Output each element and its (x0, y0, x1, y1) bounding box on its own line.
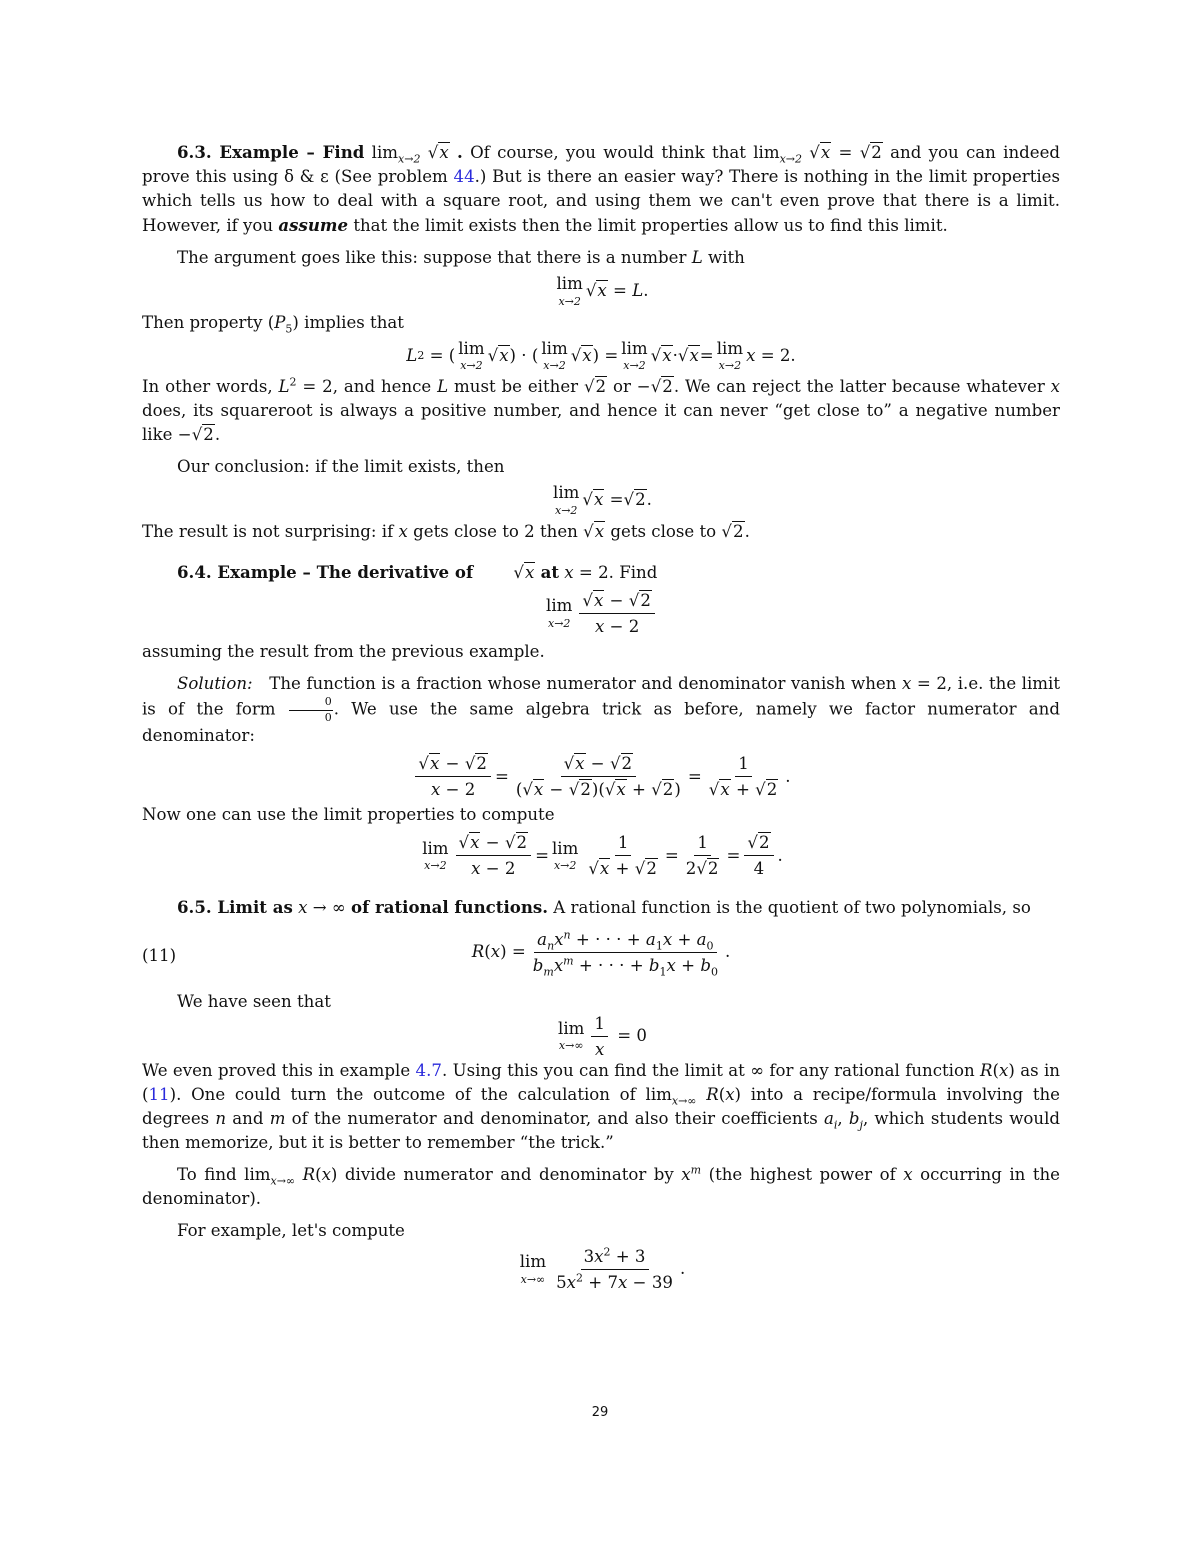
equation-label: (11) (142, 945, 177, 965)
paragraph: Our conclusion: if the limit exists, then (177, 457, 505, 477)
equation-factoring: $\frac{√x - √2}{x - 2}$ = $\frac{√x - √2}{(√x - √2)(√x + √2)}$ = $\frac{1}{√x + √2}$ . (142, 754, 1060, 799)
problem-44-link[interactable]: 44 (453, 167, 475, 186)
section-heading-6-4: 6.4. Example – The derivative of (177, 561, 474, 582)
paragraph: We have seen that (177, 991, 331, 1011)
equation-L-squared: L 2 = ( lim x→2 √x ) · ( lim x→2 √x ) = lim x→2 √x · √x = lim x→2 x = 2. (406, 338, 796, 373)
paragraph: We even proved this in example 4.7. Using this you can find the limit at ∞ for any rational function R(x) as in (11). One could turn the outcome of the calculation of $\lim_{x\to\infty} R(x)$ into a recipe/formula involving the degrees n and m of the numerator and denominator, and also their coefficients $a_i$, $b_j$, which students would then memorize, but it is better to remember “the trick.” (142, 1060, 1061, 1152)
paragraph: In other words, $L^2 = 2$, and hence L must be either √2 or −√2. We can reject the latter because whatever x does, its squareroot is always a positive number, and hence it can never “get close to” a negative number like −√2. (142, 375, 1061, 445)
page-number: 29 (591, 1405, 609, 1420)
paragraph: assuming the result from the previous example. (142, 641, 545, 661)
equation-11-rational-function: (11) R ( x ) = $\frac{a_nx^n + \cdot \cdot \cdot + a_1x + a_0}{b_mx^m + \cdot \cdot \cdot + b_1x + b_0}$ . (142, 928, 731, 978)
example-6-4-heading: 6.4. Example – The derivative of √x at x = 2. Find (177, 561, 658, 582)
solution-paragraph: Solution: The function is a fraction whose numerator and denominator vanish when x = 2, i.e. the limit is of the form $\frac{0}{0}$ . We use the same algebra trick as before, namely we factor numerator and denominator: (142, 673, 1061, 746)
section-heading-6-3: 6.3. Example – Find (177, 142, 365, 162)
equation-derivative-result: lim x→2 $\frac{√x - √2}{x - 2}$ = lim x→2 $\frac{1}{√x + √2}$ = $\frac{1}{2√2}$ = $\frac{√2}{4}$ . (422, 833, 783, 879)
equation-example-rational-limit: lim x→∞ $\frac{3x^2 + 3}{5x^2 + 7x - 39}$ . (519, 1245, 686, 1292)
paragraph: Now one can use the limit properties to compute (142, 805, 555, 825)
page-body (142, 140, 1060, 1296)
paragraph: The result is not surprising: if x gets close to 2 then √x gets close to √2. (142, 521, 750, 541)
paragraph: Then property $(P_5)$ implies that (142, 312, 404, 335)
example-6-3-intro: 6.3. Example – Find $\lim_{x\to 2} √x$ . Of course, you would think that $\lim_{x\to 2} √x = √2$ and you can indeed prove this using δ & ε (See problem 44.) But is there an easier way? There is nothing in the limit properties which tells us how to deal with a square root, and using them we can't even prove that there is a limit. However, if you assume that the limit exists then the limit properties allow us to find this limit. (142, 142, 1061, 235)
example-4-7-link[interactable]: 4.7 (415, 1060, 442, 1080)
paragraph: To find $\lim_{x\to\infty} R(x)$ divide numerator and denominator by $x^m$ (the highest power of x occurring in the denominator). (142, 1163, 1060, 1208)
example-6-5-intro: 6.5. Limit as x → ∞ of rational functions. A rational function is the quotient of two polynomials, so (177, 896, 1031, 917)
equation-lim-one-over-x: lim x→∞ $\frac{1}{x}$ = 0 (558, 1013, 647, 1059)
equation-conclusion: lim x→2 √x = √2 . (553, 483, 652, 517)
equation-11-link[interactable]: 11 (148, 1084, 170, 1104)
equation-derivative-limit: lim x→2 $\frac{√x - √2}{x - 2}$ (142, 591, 1060, 636)
paragraph: The argument goes like this: suppose that there is a number L with (177, 248, 745, 267)
paragraph: For example, let's compute (177, 1220, 405, 1240)
section-heading-6-5: 6.5. Limit as (177, 896, 293, 917)
equation-lim-sqrt-x-equals-L: lim x→2 √x = L . (556, 274, 649, 308)
